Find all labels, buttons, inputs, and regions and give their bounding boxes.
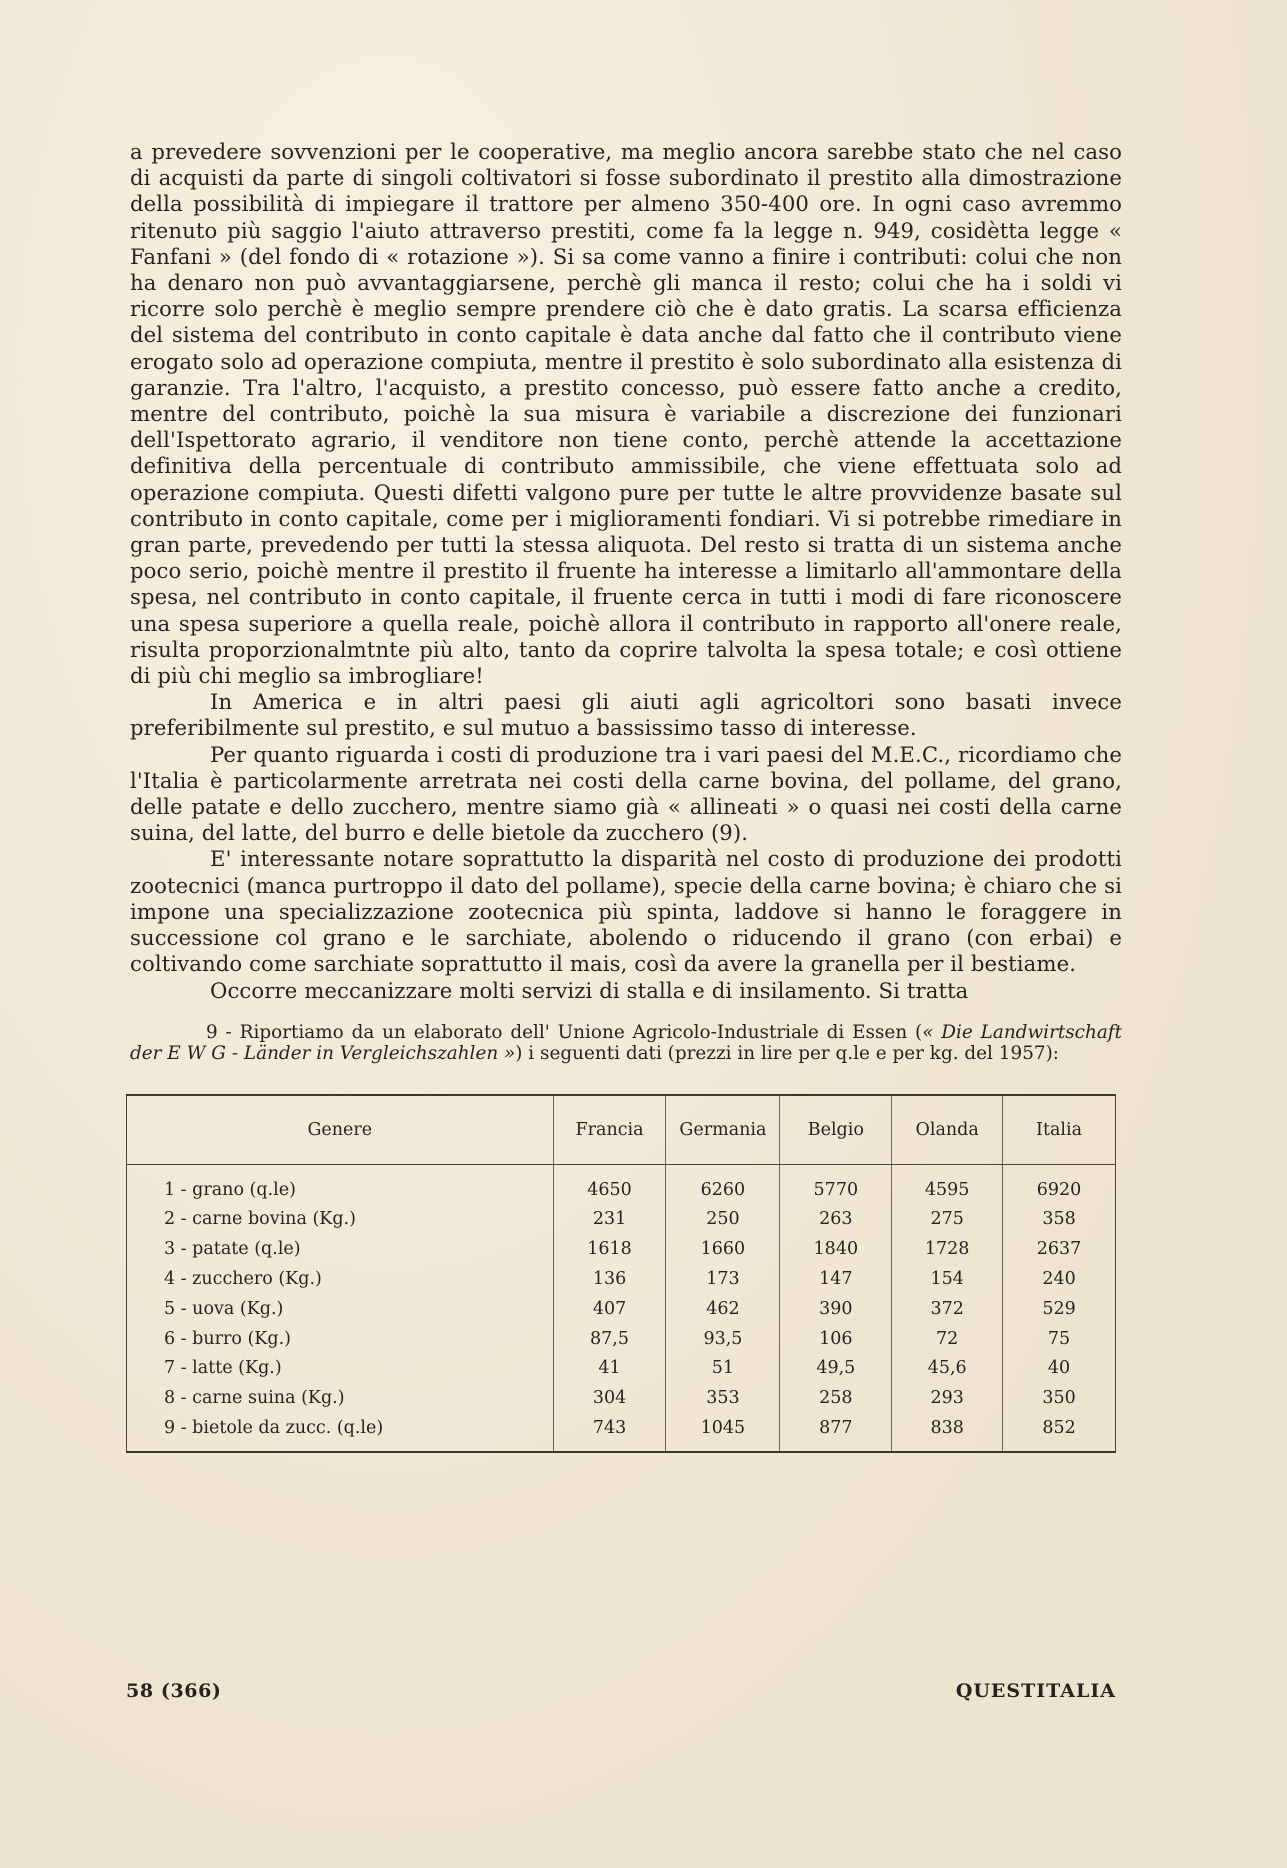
cell-genere: 4 - zucchero (Kg.) [127, 1264, 554, 1294]
cell-value: 1618 [553, 1234, 666, 1264]
cell-genere: 2 - carne bovina (Kg.) [127, 1205, 554, 1235]
cell-value: 40 [1047, 1358, 1071, 1379]
table-row [127, 1234, 1116, 1264]
footnote-source-title: « Die Landwirtschaft der E W G - Länder in Vergleichszahlen » [130, 1021, 1122, 1064]
cell-value: 45,6 [892, 1353, 1003, 1383]
journal-name: QUESTITALIA [955, 1680, 1116, 1702]
table-row [127, 1324, 1116, 1354]
cell-value: 250 [666, 1205, 780, 1235]
footnote-lead: 9 - Riportiamo da un elaborato dell' Unione Agricolo-Industriale di Essen ( [206, 1021, 923, 1043]
cell-genere: 5 - uova (Kg.) [127, 1294, 554, 1324]
header-belgio: Belgio [780, 1095, 892, 1165]
cell-value: 838 [892, 1413, 1003, 1452]
cell-genere: 1 - grano (q.le) [127, 1164, 554, 1204]
cell-value: 6260 [666, 1164, 780, 1204]
cell-value: 258 [780, 1383, 892, 1413]
cell-value: 390 [780, 1294, 892, 1324]
footnote-9 [130, 1022, 1122, 1064]
cell-value: 231 [553, 1205, 666, 1235]
page-content [130, 139, 1122, 1453]
cost-table-wrapper [126, 1094, 1116, 1453]
header-italia: Italia [1003, 1095, 1116, 1165]
cell-genere: 6 - burro (Kg.) [127, 1324, 554, 1354]
table-row [127, 1383, 1116, 1413]
cell-value: 72 [892, 1324, 1003, 1354]
cell-value: 263 [780, 1205, 892, 1235]
cell-value: 1728 [892, 1234, 1003, 1264]
cell-value: 304 [553, 1383, 666, 1413]
cell-value: 407 [553, 1294, 666, 1324]
cell-value: 240 [1042, 1268, 1076, 1289]
paragraph-2: In America e in altri paesi gli aiuti agli agricoltori sono basati invece preferibilmente sul prestito, e sul mutuo a bassissimo tasso di interesse. [130, 689, 1122, 741]
header-olanda: Olanda [892, 1095, 1003, 1165]
cell-genere: 8 - carne suina (Kg.) [127, 1383, 554, 1413]
table-row [127, 1264, 1116, 1294]
cell-value: 106 [780, 1324, 892, 1354]
cell-value: 275 [892, 1205, 1003, 1235]
paragraph-1: a prevedere sovvenzioni per le cooperative, ma meglio ancora sarebbe stato che nel caso di acquisti da parte di singoli coltivatori si fosse subordinato il prestito alla dimostrazione della possibilità di impiegare il trattore per almeno 350-400 ore. In ogni caso avremmo ritenuto più saggio l'aiuto attraverso prestiti, come fa la legge n. 949, cosidètta legge « Fanfani » (del fondo di « rotazione »). Si sa come vanno a finire i contributi: colui che non ha denaro non può avvantaggiarsene, perchè gli manca il resto; colui che ha i soldi vi ricorre solo perchè è meglio sempre prendere ciò che è dato gratis. La scarsa efficienza del sistema del contributo in conto capitale è data anche dal fatto che il contributo viene erogato solo ad operazione compiuta, mentre il prestito è solo subordinato alla esistenza di garanzie. Tra l'altro, l'acquisto, a prestito concesso, può essere fatto anche a credito, mentre del contributo, poichè la sua misura è variabile a discrezione dei funzionari dell'Ispettorato agrario, il venditore non tiene conto, perchè attende la accettazione definitiva della percentuale di contributo ammissibile, che viene effettuata solo ad operazione compiuta. Questi difetti valgono pure per tutte le altre provvidenze basate sul contributo in conto capitale, come per i miglioramenti fondiari. Vi si potrebbe rimediare in gran parte, prevedendo per tutti la stessa aliquota. Del resto si tratta di un sistema anche poco serio, poichè mentre il prestito il fruente ha interesse a limitarlo all'ammontare della spesa, nel contributo in conto capitale, il fruente cerca in tutti i modi di fare riconoscere una spesa superiore a quella reale, poichè allora il contributo in rapporto all'onere reale, risulta proporzionalmtnte più alto, tanto da coprire talvolta la spesa totale; e così ottiene di più chi meglio sa imbrogliare! [130, 139, 1123, 689]
paragraph-3: Per quanto riguarda i costi di produzione tra i vari paesi del M.E.C., ricordiamo che l'Italia è particolarmente arretrata nei costi della carne bovina, del pollame, del grano, delle patate e dello zucchero, mentre siamo già « allineati » o quasi nei costi della carne suina, del latte, del burro e delle bietole da zucchero (9). [130, 741, 1122, 846]
cell-value: 350 [1042, 1388, 1076, 1409]
cell-value: 93,5 [666, 1324, 780, 1354]
cell-value: 41 [553, 1353, 666, 1383]
cell-value: 5770 [780, 1164, 892, 1204]
cell-value: 743 [553, 1413, 666, 1452]
header-genere: Genere [127, 1095, 554, 1165]
cell-value: 1660 [666, 1234, 780, 1264]
cell-value: 75 [1047, 1328, 1071, 1349]
cell-genere: 3 - patate (q.le) [127, 1234, 554, 1264]
table-row [127, 1205, 1116, 1235]
cell-genere: 7 - latte (Kg.) [127, 1353, 554, 1383]
cell-value: 49,5 [780, 1353, 892, 1383]
cell-value: 51 [666, 1353, 780, 1383]
cell-value: 147 [780, 1264, 892, 1294]
paragraph-4: E' interessante notare soprattutto la disparità nel costo di produzione dei prodotti zootecnici (manca purtroppo il dato del pollame), specie della carne bovina; è chiaro che si impone una specializzazione zootecnica più spinta, laddove si hanno le foraggere in successione col grano e le sarchiate, abolendo o riducendo il grano (con erbai) e coltivando come sarchiate soprattutto il mais, così da avere la granella per il bestiame. [130, 846, 1122, 977]
cell-value: 358 [1042, 1209, 1076, 1230]
page-number: 58 (366) [126, 1680, 222, 1702]
cell-value: 87,5 [553, 1324, 666, 1354]
cell-value: 2637 [1036, 1239, 1082, 1260]
table-row [127, 1353, 1116, 1383]
paragraph-5: Occorre meccanizzare molti servizi di stalla e di insilamento. Si tratta [210, 977, 969, 1003]
table-row [127, 1413, 1116, 1452]
header-germania: Germania [666, 1095, 780, 1165]
cell-value: 1840 [780, 1234, 892, 1264]
cell-value: 6920 [1036, 1179, 1082, 1200]
footnote-tail: ) i seguenti dati (prezzi in lire per q.le e per kg. del 1957): [515, 1042, 1059, 1064]
cell-value: 293 [892, 1383, 1003, 1413]
table-row [127, 1294, 1116, 1324]
header-francia: Francia [553, 1095, 666, 1165]
cell-value: 4595 [892, 1164, 1003, 1204]
cell-value: 173 [666, 1264, 780, 1294]
cell-value: 4650 [553, 1164, 666, 1204]
cell-value: 529 [1042, 1298, 1076, 1319]
body-text [130, 139, 1122, 1004]
cell-value: 462 [666, 1294, 780, 1324]
footnote-text [130, 1022, 1122, 1064]
cell-value: 136 [553, 1264, 666, 1294]
production-cost-table [126, 1094, 1116, 1453]
cell-value: 372 [892, 1294, 1003, 1324]
cell-value: 353 [666, 1383, 780, 1413]
cell-genere: 9 - bietole da zucc. (q.le) [127, 1413, 554, 1452]
cell-value: 852 [1042, 1417, 1076, 1438]
cell-value: 877 [780, 1413, 892, 1452]
cell-value: 1045 [666, 1413, 780, 1452]
cell-value: 154 [892, 1264, 1003, 1294]
table-header-row [127, 1095, 1116, 1165]
table-row [127, 1164, 1116, 1204]
